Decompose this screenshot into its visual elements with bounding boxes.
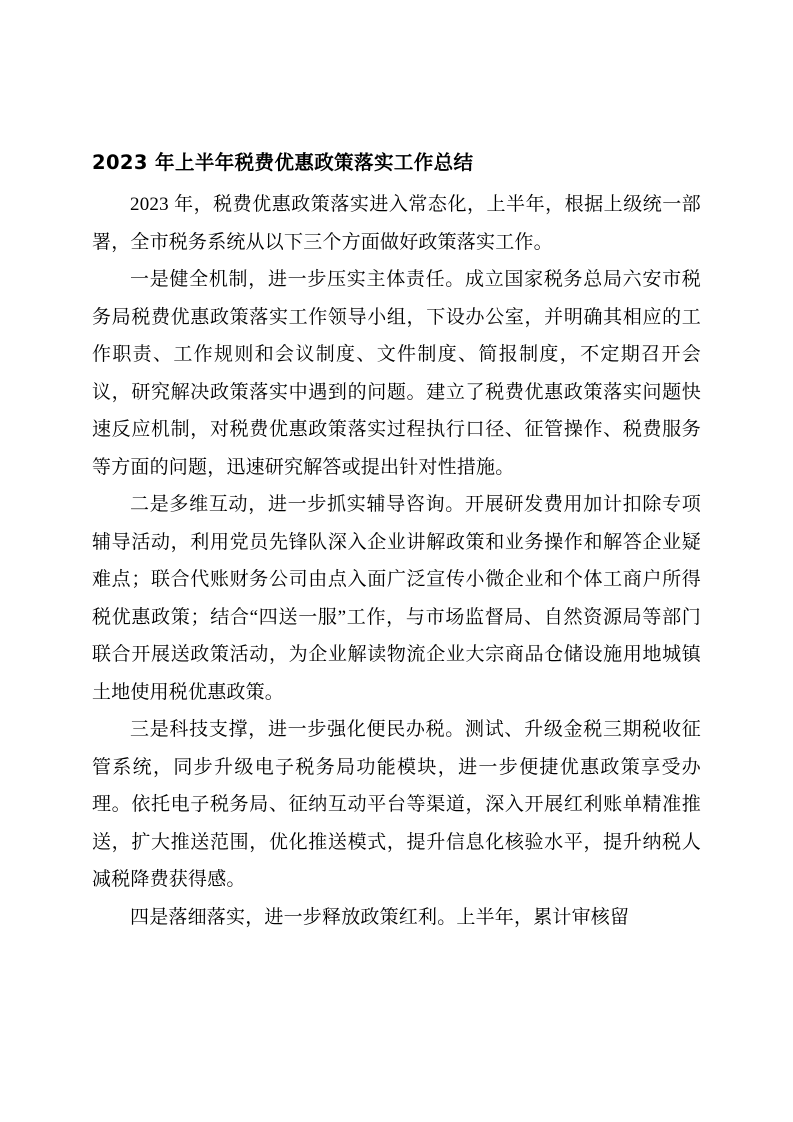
page-title: 2023 年上半年税费优惠政策落实工作总结 [92,151,474,174]
paragraph-point-one: 一是健全机制，进一步压实主体责任。成立国家税务总局六安市税务局税费优惠政策落实工作领导小组，下设办公室，并明确其相应的工作职责、工作规则和会议制度、文件制度、简报制度，不定期召开会议，研究解决政策落实中遇到的问题。建立了税费优惠政策落实问题快速反应机制，对税费优惠政策落实过程执行口径、征管操作、税费服务等方面的问题，迅速研究解答或提出针对性措施。 [92,269,701,478]
paragraph-point-two: 二是多维互动，进一步抓实辅导咨询。开展研发费用加计扣除专项辅导活动，利用党员先锋队深入企业讲解政策和业务操作和解答企业疑难点；联合代账财务公司由点入面广泛宣传小微企业和个体工商户所得税优惠政策；结合“四送一服”工作，与市场监督局、自然资源局等部门联合开展送政策活动，为企业解读物流企业大宗商品仓储设施用地城镇土地使用税优惠政策。 [92,494,701,703]
paragraph-point-four: 四是落细落实，进一步释放政策红利。上半年，累计审核留 [130,906,630,928]
paragraph-intro: 2023 年，税费优惠政策落实进入常态化，上半年，根据上级统一部署，全市税务系统从以下三个方面做好政策落实工作。 [92,194,701,253]
paragraph-point-three: 三是科技支撑，进一步强化便民办税。测试、升级金税三期税收征管系统，同步升级电子税务局功能模块，进一步便捷优惠政策享受办理。依托电子税务局、征纳互动平台等渠道，深入开展红利账单精准推送，扩大推送范围，优化推送模式，提升信息化核验水平，提升纳税人减税降费获得感。 [92,719,701,890]
